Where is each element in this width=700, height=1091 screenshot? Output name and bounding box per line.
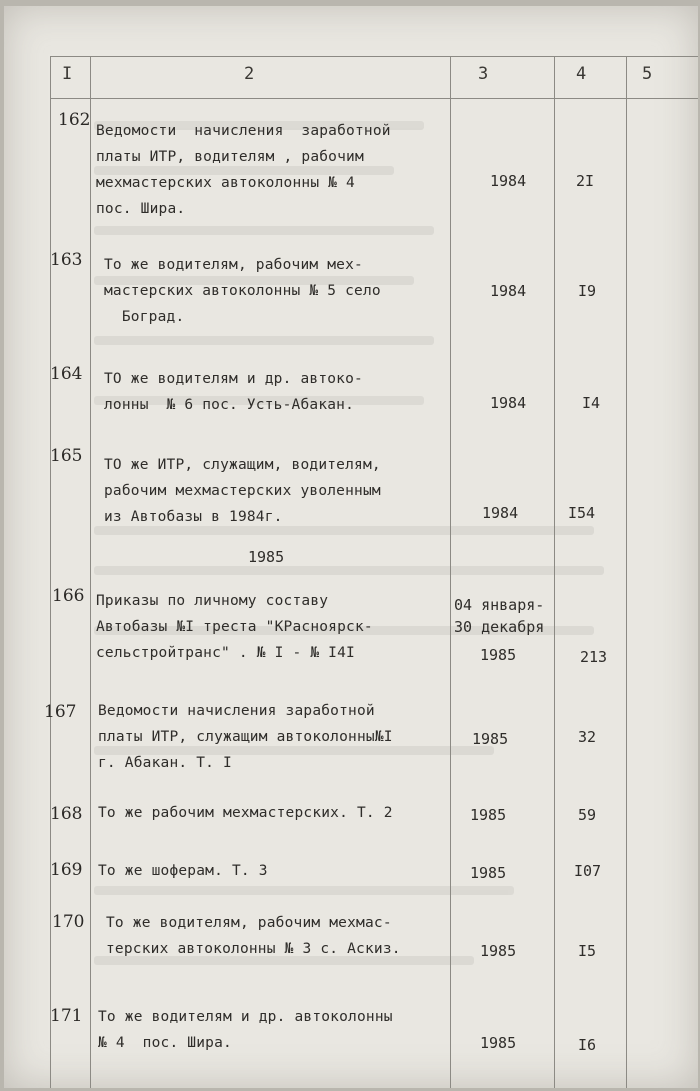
item-year: 1985 xyxy=(470,806,507,824)
column-header-notes: 5 xyxy=(642,64,653,84)
item-sheet-count: 32 xyxy=(578,728,597,746)
item-sheet-count: 59 xyxy=(578,806,597,824)
column-divider xyxy=(50,56,51,1088)
item-year: 1984 xyxy=(490,172,527,190)
item-year: 1984 xyxy=(490,282,527,300)
archive-page xyxy=(4,6,698,1088)
section-year-heading: 1985 xyxy=(248,548,285,566)
item-title: То же рабочим мехмастерских. Т. 2 xyxy=(98,805,393,821)
item-title: ТО же ИТР, служащим, водителям, рабочим мехмастерских уволенным из Автобазы в 1984г. xyxy=(104,457,381,525)
item-title: То же водителям и др. автоколонны № 4 пос. Шира. xyxy=(98,1009,393,1051)
column-divider xyxy=(450,56,451,1088)
item-number: 165 xyxy=(50,446,83,466)
item-title: То же водителям, рабочим мех- мастерских автоколонны № 5 село Боград. xyxy=(104,257,381,325)
column-header-dates: 3 xyxy=(478,64,489,84)
item-sheet-count: I5 xyxy=(578,942,597,960)
item-sheet-count: I9 xyxy=(578,282,597,300)
item-year: 1985 xyxy=(480,942,517,960)
column-divider xyxy=(90,56,91,1088)
item-number: 171 xyxy=(50,1006,83,1026)
item-sheet-count: 2I xyxy=(576,172,595,190)
item-year: 1985 xyxy=(470,864,507,882)
item-title: То же шоферам. Т. 3 xyxy=(98,863,268,879)
column-header-title: 2 xyxy=(244,64,255,84)
item-number: 166 xyxy=(52,586,85,606)
item-number: 162 xyxy=(58,110,91,130)
column-header-number: I xyxy=(62,64,73,84)
item-title: То же водителям, рабочим мехмас- терских автоколонны № 3 с. Аскиз. xyxy=(106,915,401,957)
item-number: 168 xyxy=(50,804,83,824)
item-title: ТО же водителям и др. автоко- лонны № 6 пос. Усть-Абакан. xyxy=(104,371,363,413)
item-date-range: 04 января- 30 декабря xyxy=(454,596,545,636)
item-sheet-count: I07 xyxy=(574,862,602,880)
item-year: 1985 xyxy=(472,730,509,748)
item-year: 1984 xyxy=(490,394,527,412)
item-year: 1985 xyxy=(480,1034,517,1052)
item-sheet-count: 213 xyxy=(580,648,608,666)
item-title: Ведомости начисления заработной платы ИТР, водителям , рабочим мехмастерских автоколонны № 4 пос. Шира. xyxy=(96,123,391,217)
item-number: 163 xyxy=(50,250,83,270)
item-number: 167 xyxy=(44,702,77,722)
column-header-sheets: 4 xyxy=(576,64,587,84)
item-sheet-count: I4 xyxy=(582,394,601,412)
item-sheet-count: I54 xyxy=(568,504,596,522)
item-year: 1984 xyxy=(482,504,519,522)
item-number: 170 xyxy=(52,912,85,932)
column-divider xyxy=(626,56,627,1088)
item-title: Приказы по личному составу Автобазы №I треста "КРасноярск- сельстройтранс" . № I - № I4I xyxy=(96,593,373,661)
table-header-border xyxy=(50,98,698,99)
item-number: 164 xyxy=(50,364,83,384)
table-top-border xyxy=(50,56,698,57)
column-divider xyxy=(554,56,555,1088)
item-year: 1985 xyxy=(480,646,517,664)
item-sheet-count: I6 xyxy=(578,1036,597,1054)
item-number: 169 xyxy=(50,860,83,880)
item-title: Ведомости начисления заработной платы ИТР, служащим автоколонны№I г. Абакан. Т. I xyxy=(98,703,393,771)
